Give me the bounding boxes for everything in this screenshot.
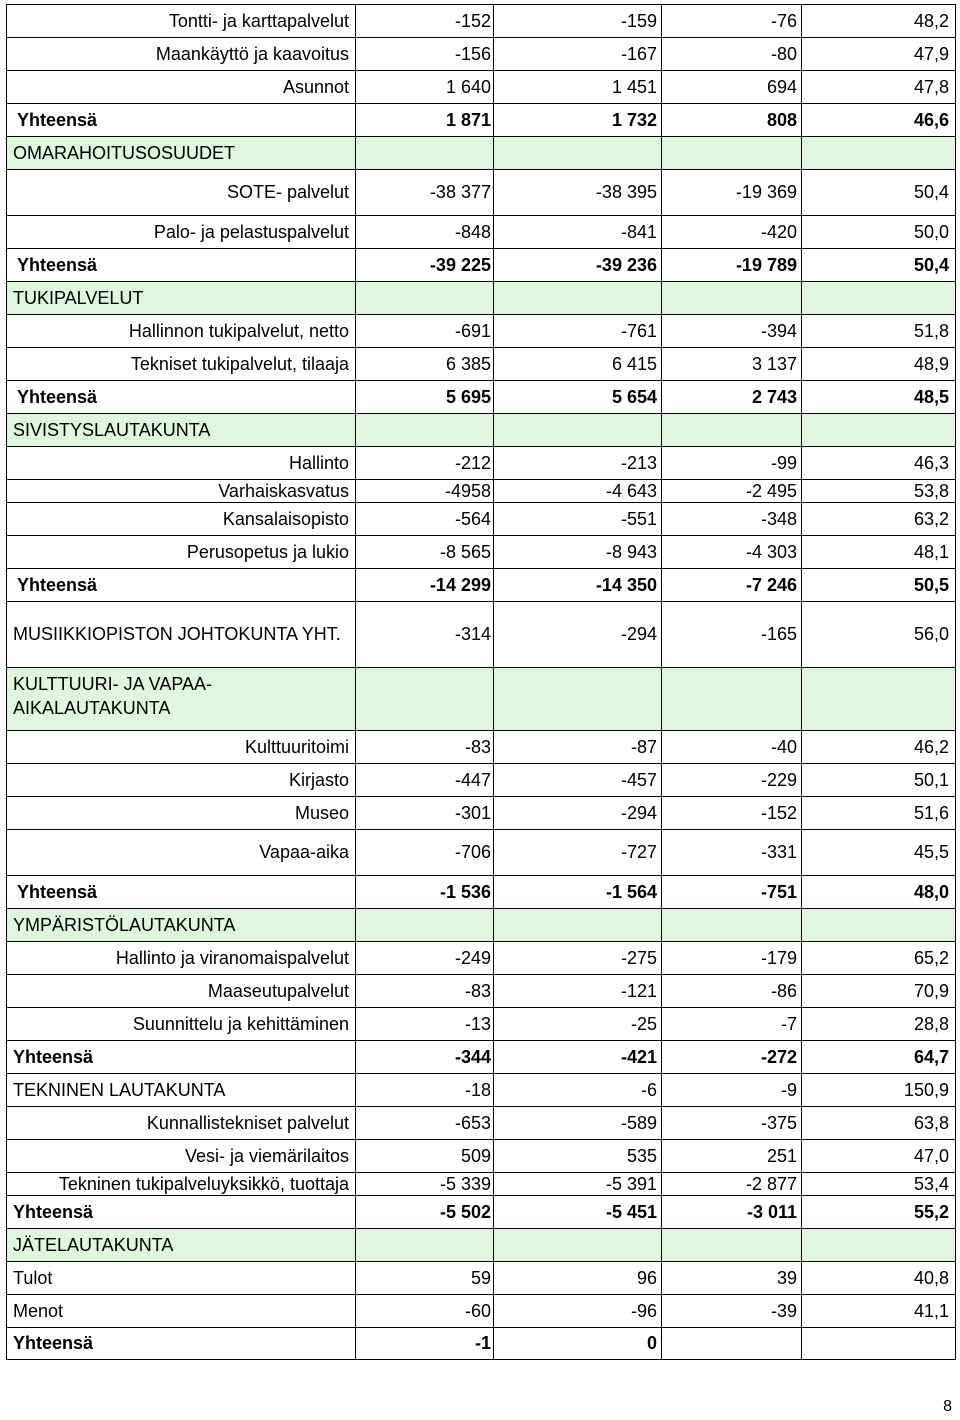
value-col-3: 808	[661, 103, 801, 136]
row-label: Maaseutupalvelut	[6, 974, 355, 1007]
value-col-4: 65,2	[801, 941, 956, 974]
value-col-2: -551	[493, 502, 661, 535]
value-col-3	[661, 136, 801, 169]
table-row	[6, 380, 956, 413]
row-label: Asunnot	[6, 70, 355, 103]
value-col-3: 2 743	[661, 380, 801, 413]
row-label: Yhteensä	[6, 875, 355, 908]
table-row	[6, 1007, 956, 1040]
value-col-4: 53,8	[801, 479, 956, 502]
value-col-4: 46,6	[801, 103, 956, 136]
row-label: Yhteensä	[6, 380, 355, 413]
table-row	[6, 875, 956, 908]
value-col-2	[493, 667, 661, 730]
row-label: JÄTELAUTAKUNTA	[6, 1228, 355, 1261]
value-col-1: -18	[355, 1073, 493, 1106]
value-col-3: -80	[661, 37, 801, 70]
value-col-1: 6 385	[355, 347, 493, 380]
value-col-4: 63,8	[801, 1106, 956, 1139]
row-label: Vapaa-aika	[6, 829, 355, 875]
value-col-1: -706	[355, 829, 493, 875]
value-col-1: -344	[355, 1040, 493, 1073]
value-col-2: -727	[493, 829, 661, 875]
value-col-1: -301	[355, 796, 493, 829]
table-row	[6, 601, 956, 667]
value-col-3: 3 137	[661, 347, 801, 380]
row-label: Kulttuuritoimi	[6, 730, 355, 763]
value-col-1: -83	[355, 974, 493, 1007]
row-label: Yhteensä	[6, 1195, 355, 1228]
value-col-1: -848	[355, 215, 493, 248]
table-row	[6, 1073, 956, 1106]
value-col-2: -294	[493, 796, 661, 829]
value-col-4: 48,1	[801, 535, 956, 568]
table-row	[6, 314, 956, 347]
value-col-3: -86	[661, 974, 801, 1007]
value-col-1: -13	[355, 1007, 493, 1040]
value-col-4: 63,2	[801, 502, 956, 535]
row-label: Yhteensä	[6, 248, 355, 281]
value-col-4: 56,0	[801, 601, 956, 667]
value-col-2: 535	[493, 1139, 661, 1172]
value-col-1	[355, 281, 493, 314]
value-col-3: -751	[661, 875, 801, 908]
value-col-1: -8 565	[355, 535, 493, 568]
table-row	[6, 281, 956, 314]
row-label: Yhteensä	[6, 1040, 355, 1073]
value-col-4: 41,1	[801, 1294, 956, 1327]
value-col-2: -159	[493, 4, 661, 37]
value-col-3: -375	[661, 1106, 801, 1139]
value-col-1: 1 871	[355, 103, 493, 136]
value-col-3: -2 877	[661, 1172, 801, 1195]
value-col-3: -9	[661, 1073, 801, 1106]
value-col-2: -5 391	[493, 1172, 661, 1195]
row-label: Varhaiskasvatus	[6, 479, 355, 502]
value-col-3: -7 246	[661, 568, 801, 601]
table-row	[6, 796, 956, 829]
row-label: Museo	[6, 796, 355, 829]
value-col-1: -5 502	[355, 1195, 493, 1228]
value-col-4: 40,8	[801, 1261, 956, 1294]
value-col-2: -6	[493, 1073, 661, 1106]
value-col-2: 6 415	[493, 347, 661, 380]
table-row	[6, 347, 956, 380]
row-label: Hallinto	[6, 446, 355, 479]
value-col-4: 48,2	[801, 4, 956, 37]
value-col-2: -38 395	[493, 169, 661, 215]
value-col-3	[661, 667, 801, 730]
value-col-4	[801, 667, 956, 730]
row-label: Tontti- ja karttapalvelut	[6, 4, 355, 37]
row-label: SOTE- palvelut	[6, 169, 355, 215]
value-col-2: -589	[493, 1106, 661, 1139]
value-col-4: 48,9	[801, 347, 956, 380]
value-col-4	[801, 136, 956, 169]
value-col-1: -691	[355, 314, 493, 347]
value-col-4: 51,8	[801, 314, 956, 347]
value-col-3	[661, 413, 801, 446]
value-col-1: 5 695	[355, 380, 493, 413]
value-col-4: 50,4	[801, 248, 956, 281]
value-col-1: -1	[355, 1327, 493, 1360]
table-row	[6, 169, 956, 215]
table-row	[6, 1294, 956, 1327]
value-col-1: -249	[355, 941, 493, 974]
table-row	[6, 1139, 956, 1172]
table-row	[6, 535, 956, 568]
value-col-2: -8 943	[493, 535, 661, 568]
value-col-3	[661, 281, 801, 314]
value-col-2: -421	[493, 1040, 661, 1073]
value-col-3: -40	[661, 730, 801, 763]
table-row	[6, 568, 956, 601]
value-col-4: 50,5	[801, 568, 956, 601]
value-col-2: 1 451	[493, 70, 661, 103]
value-col-1: -39 225	[355, 248, 493, 281]
value-col-2: 0	[493, 1327, 661, 1360]
table-row	[6, 1106, 956, 1139]
row-label: Hallinto ja viranomaispalvelut	[6, 941, 355, 974]
value-col-1: -1 536	[355, 875, 493, 908]
value-col-4	[801, 413, 956, 446]
value-col-2: -121	[493, 974, 661, 1007]
value-col-3: -19 789	[661, 248, 801, 281]
table-row	[6, 730, 956, 763]
value-col-2	[493, 1228, 661, 1261]
value-col-2	[493, 281, 661, 314]
row-label: Vesi- ja viemärilaitos	[6, 1139, 355, 1172]
row-label: Kirjasto	[6, 763, 355, 796]
table-row	[6, 248, 956, 281]
value-col-2: 1 732	[493, 103, 661, 136]
value-col-3: -4 303	[661, 535, 801, 568]
value-col-2: -167	[493, 37, 661, 70]
table-row	[6, 413, 956, 446]
value-col-2: 5 654	[493, 380, 661, 413]
value-col-2: -457	[493, 763, 661, 796]
value-col-1: -60	[355, 1294, 493, 1327]
value-col-4: 150,9	[801, 1073, 956, 1106]
value-col-3: -394	[661, 314, 801, 347]
table-row	[6, 1040, 956, 1073]
value-col-4	[801, 1327, 956, 1360]
value-col-3: -272	[661, 1040, 801, 1073]
value-col-2	[493, 908, 661, 941]
row-label: Menot	[6, 1294, 355, 1327]
table-row	[6, 1195, 956, 1228]
value-col-4: 55,2	[801, 1195, 956, 1228]
value-col-1: -14 299	[355, 568, 493, 601]
value-col-1: -38 377	[355, 169, 493, 215]
value-col-3: -165	[661, 601, 801, 667]
value-col-2	[493, 136, 661, 169]
value-col-2: -213	[493, 446, 661, 479]
row-label: Hallinnon tukipalvelut, netto	[6, 314, 355, 347]
table-row	[6, 70, 956, 103]
value-col-1: 509	[355, 1139, 493, 1172]
value-col-1: -314	[355, 601, 493, 667]
row-label: Perusopetus ja lukio	[6, 535, 355, 568]
value-col-3: -331	[661, 829, 801, 875]
value-col-3: -179	[661, 941, 801, 974]
row-label: SIVISTYSLAUTAKUNTA	[6, 413, 355, 446]
value-col-3: -229	[661, 763, 801, 796]
value-col-1: -83	[355, 730, 493, 763]
value-col-4: 46,2	[801, 730, 956, 763]
value-col-1	[355, 908, 493, 941]
row-label: Tekninen tukipalveluyksikkö, tuottaja	[6, 1172, 355, 1195]
value-col-4: 48,5	[801, 380, 956, 413]
value-col-3: -420	[661, 215, 801, 248]
value-col-2: -96	[493, 1294, 661, 1327]
value-col-3: -3 011	[661, 1195, 801, 1228]
row-label: Yhteensä	[6, 568, 355, 601]
table-row	[6, 941, 956, 974]
value-col-3	[661, 1228, 801, 1261]
row-label: OMARAHOITUSOSUUDET	[6, 136, 355, 169]
value-col-4	[801, 908, 956, 941]
row-label: TUKIPALVELUT	[6, 281, 355, 314]
table-row	[6, 667, 956, 730]
value-col-2: -87	[493, 730, 661, 763]
value-col-3: 251	[661, 1139, 801, 1172]
table-row	[6, 502, 956, 535]
table-row	[6, 4, 956, 37]
value-col-1: 1 640	[355, 70, 493, 103]
value-col-4	[801, 1228, 956, 1261]
value-col-1: -5 339	[355, 1172, 493, 1195]
value-col-2: -294	[493, 601, 661, 667]
value-col-3: -99	[661, 446, 801, 479]
value-col-2	[493, 413, 661, 446]
value-col-4: 51,6	[801, 796, 956, 829]
value-col-4: 48,0	[801, 875, 956, 908]
value-col-3: -7	[661, 1007, 801, 1040]
table-row	[6, 763, 956, 796]
row-label: TEKNINEN LAUTAKUNTA	[6, 1073, 355, 1106]
value-col-2: -25	[493, 1007, 661, 1040]
row-label: YMPÄRISTÖLAUTAKUNTA	[6, 908, 355, 941]
value-col-1: -653	[355, 1106, 493, 1139]
table-row	[6, 1228, 956, 1261]
value-col-4: 50,1	[801, 763, 956, 796]
table-row	[6, 974, 956, 1007]
value-col-1	[355, 667, 493, 730]
value-col-1: -212	[355, 446, 493, 479]
row-label: Suunnittelu ja kehittäminen	[6, 1007, 355, 1040]
value-col-3: 39	[661, 1261, 801, 1294]
value-col-3: -76	[661, 4, 801, 37]
value-col-1: 59	[355, 1261, 493, 1294]
table-row	[6, 829, 956, 875]
value-col-2: -841	[493, 215, 661, 248]
table-row	[6, 215, 956, 248]
row-label: Maankäyttö ja kaavoitus	[6, 37, 355, 70]
value-col-1	[355, 1228, 493, 1261]
value-col-4: 47,0	[801, 1139, 956, 1172]
budget-table	[6, 4, 956, 1360]
table-row	[6, 136, 956, 169]
value-col-1: -447	[355, 763, 493, 796]
value-col-3: -152	[661, 796, 801, 829]
value-col-1: -4958	[355, 479, 493, 502]
row-label: Palo- ja pelastuspalvelut	[6, 215, 355, 248]
value-col-4: 47,9	[801, 37, 956, 70]
value-col-4	[801, 281, 956, 314]
row-label: Tekniset tukipalvelut, tilaaja	[6, 347, 355, 380]
page-number: 8	[943, 1398, 952, 1415]
value-col-2: -275	[493, 941, 661, 974]
row-label: MUSIIKKIOPISTON JOHTOKUNTA YHT.	[6, 601, 355, 667]
row-label: Yhteensä	[6, 1327, 355, 1360]
value-col-4: 46,3	[801, 446, 956, 479]
table-row	[6, 1327, 956, 1360]
table-row	[6, 1261, 956, 1294]
value-col-1: -564	[355, 502, 493, 535]
value-col-3: -2 495	[661, 479, 801, 502]
row-label: KULTTUURI- JA VAPAA-AIKALAUTAKUNTA	[6, 667, 355, 730]
value-col-1	[355, 413, 493, 446]
value-col-2: -14 350	[493, 568, 661, 601]
value-col-3: -19 369	[661, 169, 801, 215]
value-col-1	[355, 136, 493, 169]
value-col-2: -761	[493, 314, 661, 347]
value-col-4: 45,5	[801, 829, 956, 875]
table-row	[6, 446, 956, 479]
value-col-2: -4 643	[493, 479, 661, 502]
value-col-3: -39	[661, 1294, 801, 1327]
value-col-4: 50,4	[801, 169, 956, 215]
table-row	[6, 908, 956, 941]
row-label: Tulot	[6, 1261, 355, 1294]
table-row	[6, 479, 956, 502]
value-col-4: 28,8	[801, 1007, 956, 1040]
value-col-4: 70,9	[801, 974, 956, 1007]
value-col-4: 50,0	[801, 215, 956, 248]
value-col-3: 694	[661, 70, 801, 103]
value-col-4: 47,8	[801, 70, 956, 103]
value-col-2: 96	[493, 1261, 661, 1294]
value-col-2: -39 236	[493, 248, 661, 281]
row-label: Kunnallistekniset palvelut	[6, 1106, 355, 1139]
value-col-3	[661, 1327, 801, 1360]
value-col-3: -348	[661, 502, 801, 535]
value-col-4: 53,4	[801, 1172, 956, 1195]
value-col-3	[661, 908, 801, 941]
table-row	[6, 103, 956, 136]
row-label: Yhteensä	[6, 103, 355, 136]
value-col-4: 64,7	[801, 1040, 956, 1073]
row-label: Kansalaisopisto	[6, 502, 355, 535]
table-row	[6, 37, 956, 70]
table-row	[6, 1172, 956, 1195]
value-col-2: -5 451	[493, 1195, 661, 1228]
value-col-1: -156	[355, 37, 493, 70]
value-col-2: -1 564	[493, 875, 661, 908]
value-col-1: -152	[355, 4, 493, 37]
